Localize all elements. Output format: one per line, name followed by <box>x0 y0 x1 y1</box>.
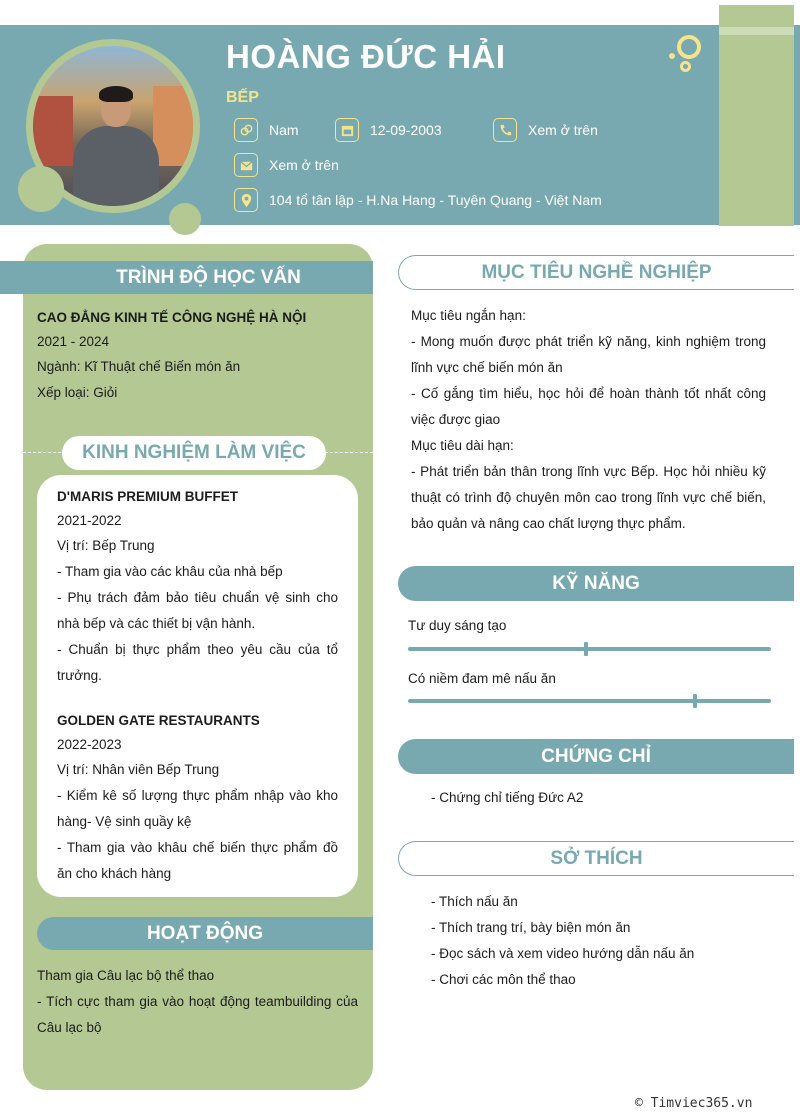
objective-long-label: Mục tiêu dài hạn: <box>411 438 514 453</box>
job-desc-line: - Phụ trách đảm bảo tiêu chuẩn vệ sinh cho nhà bếp và các thiết bị vận hành. <box>57 590 338 631</box>
education-grade: Xếp loại: Giỏi <box>37 385 118 400</box>
job-role: Vị trí: Bếp Trung <box>57 538 155 553</box>
job-company: D'MARIS PREMIUM BUFFET <box>57 489 238 504</box>
job-desc-line: - Tham gia vào các khâu của nhà bếp <box>57 564 283 579</box>
dot-decoration-icon <box>669 53 675 59</box>
gender-info <box>234 118 299 142</box>
skill-bar <box>408 647 771 651</box>
skill-level-marker <box>584 642 588 656</box>
education-school: CAO ĐẲNG KINH TẾ CÔNG NGHỆ HÀ NỘI <box>37 310 307 325</box>
hobby-item: - Chơi các môn thể thao <box>431 972 576 987</box>
phone-value: Xem ở trên <box>528 122 598 138</box>
skill-level-marker <box>693 694 697 708</box>
experience-heading: KINH NGHIỆM LÀM VIỆC <box>62 436 326 470</box>
header-accent-strip <box>719 5 794 226</box>
job-desc-line: - Chuẩn bị thực phẩm theo yêu cầu của tổ trưởng. <box>57 642 338 683</box>
activity-line: Tham gia Câu lạc bộ thể thao <box>37 968 215 983</box>
skill-label: Tư duy sáng tạo <box>408 618 507 633</box>
certificate-item: - Chứng chỉ tiếng Đức A2 <box>431 790 584 805</box>
ring-decoration-small-icon <box>680 61 691 72</box>
skills-heading: KỸ NĂNG <box>398 566 794 601</box>
decor-circle <box>18 166 64 212</box>
job-desc-line: - Tham gia vào khâu chế biến thực phẩm đồ ăn cho khách hàng <box>57 840 338 881</box>
education-major: Ngành: Kĩ Thuật chế Biến món ăn <box>37 359 241 374</box>
objective-heading: MỤC TIÊU NGHỀ NGHIỆP <box>398 255 794 290</box>
job-desc-line: - Kiểm kê số lượng thực phẩm nhập vào kho hàng- Vệ sinh quầy kệ <box>57 788 338 829</box>
hobby-item: - Đọc sách và xem video hướng dẫn nấu ăn <box>431 946 695 961</box>
job-role: Vị trí: Nhân viên Bếp Trung <box>57 762 220 777</box>
objective-line: - Cố gắng tìm hiểu, học hỏi để hoàn thành tốt nhất công việc được giao <box>411 386 766 427</box>
job-years: 2022-2023 <box>57 737 122 752</box>
hobby-item: - Thích trang trí, bày biện món ăn <box>431 920 631 935</box>
activity-line: - Tích cực tham gia vào hoạt động teambuilding của Câu lạc bộ <box>37 994 358 1035</box>
objective-line: - Mong muốn được phát triển kỹ năng, kinh nghiệm trong lĩnh vực chế biến món ăn <box>411 334 766 375</box>
skill-label: Có niềm đam mê nấu ăn <box>408 671 556 686</box>
job-years: 2021-2022 <box>57 513 122 528</box>
job-title: BẾP <box>226 89 259 106</box>
calendar-icon <box>335 118 359 142</box>
skill-bar <box>408 699 771 703</box>
mail-icon <box>234 153 258 177</box>
hobbies-heading: SỞ THÍCH <box>398 841 794 876</box>
ring-decoration-icon <box>677 35 701 59</box>
activities-heading: HOẠT ĐỘNG <box>37 917 373 950</box>
location-pin-icon <box>234 188 258 212</box>
decor-circle <box>169 203 201 235</box>
gender-icon <box>234 118 258 142</box>
gender-value: Nam <box>269 122 299 138</box>
phone-info <box>493 118 598 142</box>
address-value: 104 tổ tân lập - H.Na Hang - Tuyên Quang - Việt Nam <box>269 192 602 208</box>
job-company: GOLDEN GATE RESTAURANTS <box>57 713 260 728</box>
address-info <box>234 188 602 212</box>
education-heading: TRÌNH ĐỘ HỌC VẤN <box>0 261 373 294</box>
certificates-heading: CHỨNG CHỈ <box>398 739 794 774</box>
phone-icon <box>493 118 517 142</box>
education-years: 2021 - 2024 <box>37 334 110 349</box>
email-value: Xem ở trên <box>269 157 339 173</box>
objective-short-label: Mục tiêu ngắn hạn: <box>411 308 526 323</box>
email-info <box>234 153 339 177</box>
candidate-name: HOÀNG ĐỨC HẢI <box>226 38 506 75</box>
copyright-text: © Timviec365.vn <box>635 1096 753 1111</box>
objective-line: - Phát triển bản thân trong lĩnh vực Bếp. Học hỏi nhiều kỹ thuật có trình độ chuyên môn cao trong lĩnh vực chế biến, bảo quản và nâng cao chất lượng thực phẩm. <box>411 464 766 531</box>
birthday-info <box>335 118 442 142</box>
hobby-item: - Thích nấu ăn <box>431 894 518 909</box>
birthday-value: 12-09-2003 <box>370 122 442 138</box>
